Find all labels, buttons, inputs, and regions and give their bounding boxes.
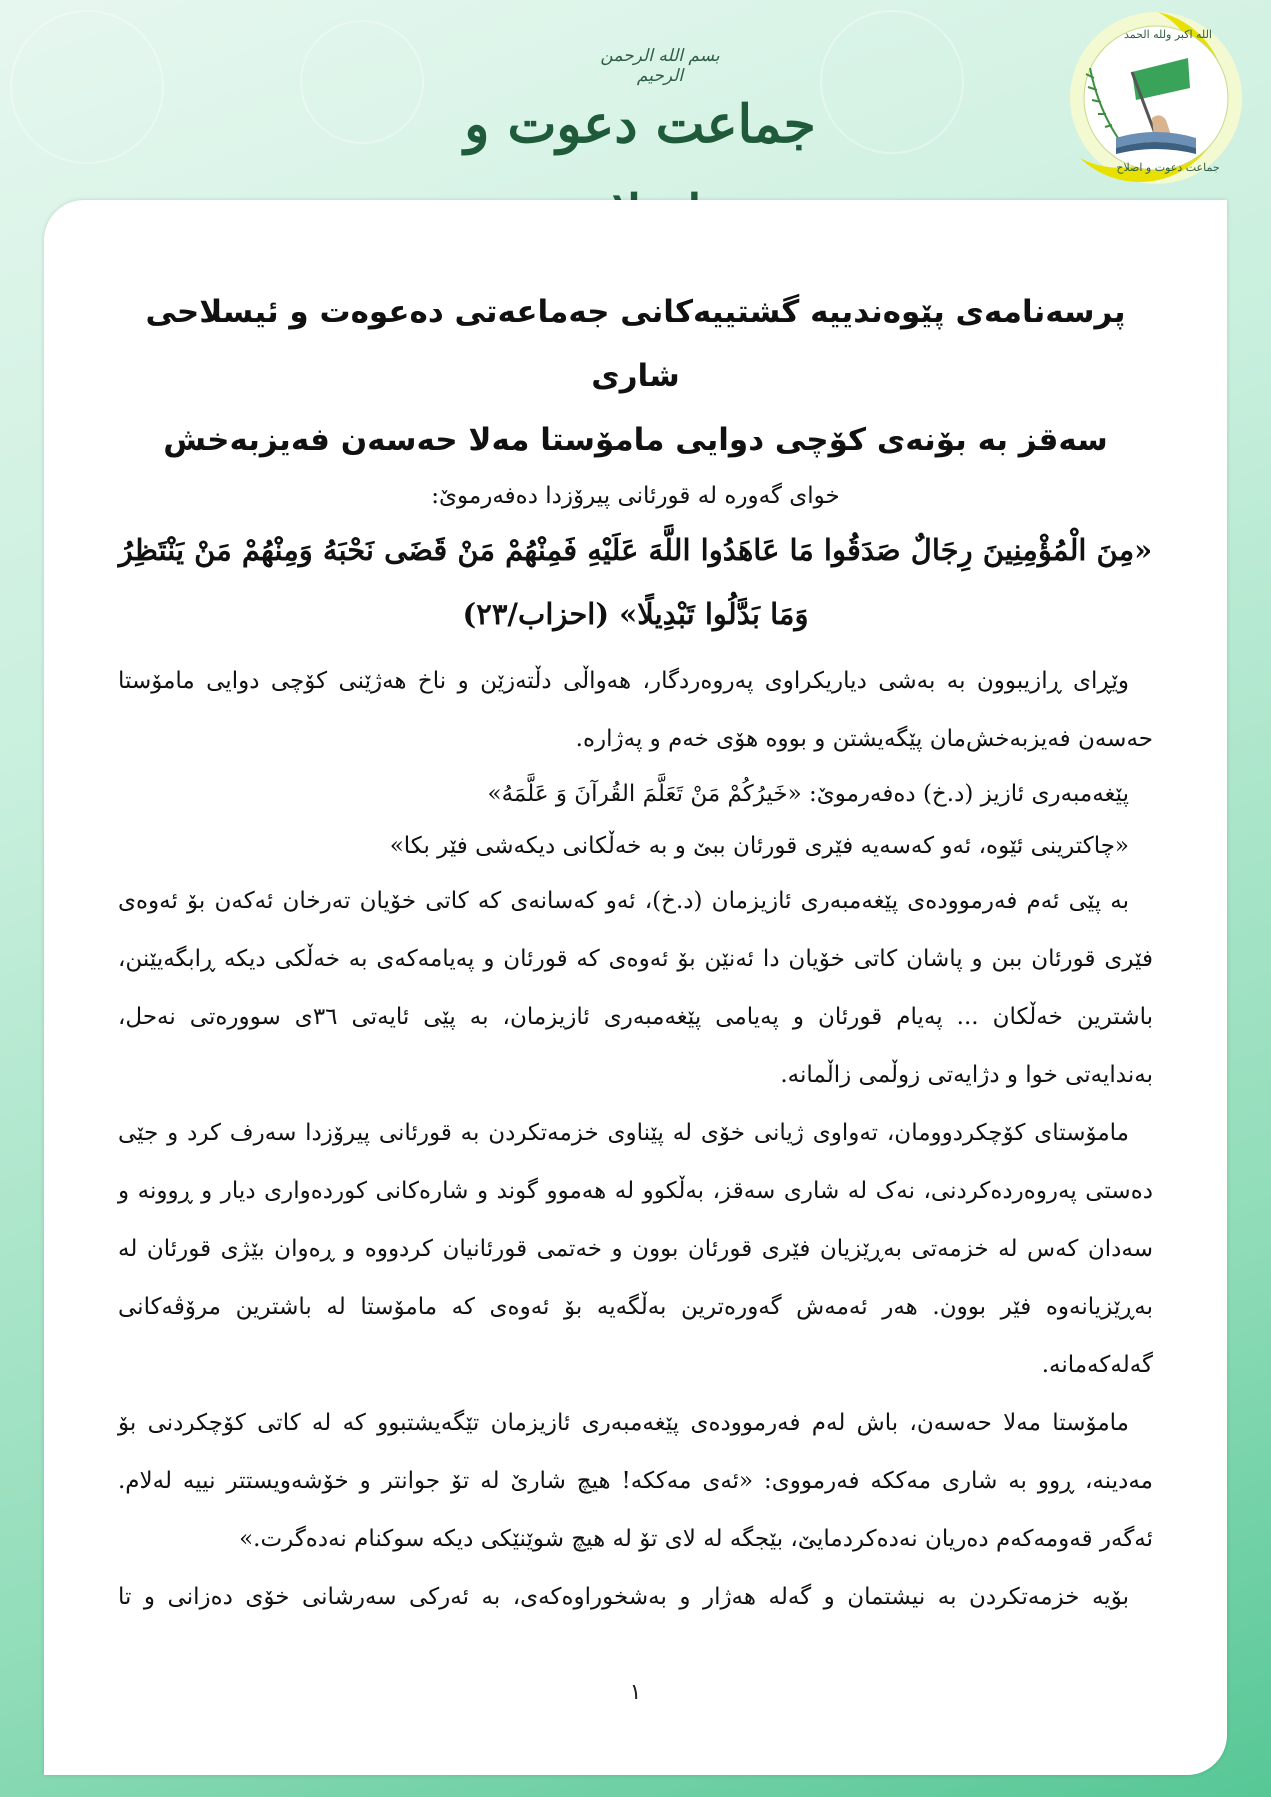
- quran-intro: خوای گەورە لە قورئانی پیرۆزدا دەفەرموێ:: [431, 483, 840, 509]
- title-line-1: پرسەنامەی پێوەندییە گشتییەکانی جەماعەتی دەعوەت و ئیسلاحی شاری: [145, 294, 1126, 394]
- document-body: [118, 280, 1153, 1626]
- paragraph-1: وێڕای ڕازیبوون بە بەشی دیاریکراوی پەروەردگار، هەواڵی دڵتەزێن و ناخ هەژێنی کۆچی دوایی مامۆستا حەسەن فەیزبەخش‌مان پێگەیشتن و بووە هۆی خەم و پەژارە.: [118, 668, 1153, 752]
- document-title: [118, 280, 1153, 472]
- title-line-2: سەقز بە بۆنەی کۆچی دوایی مامۆستا مەلا حەسەن فەیزبەخش: [163, 422, 1108, 458]
- organization-logo-icon: [1068, 8, 1244, 188]
- paragraph-3: مامۆستای کۆچکردوومان، تەواوی ژیانی خۆی لە پێناوی خزمەتکردن بە قورئانی پیرۆزدا سەرف کرد و جێی دەستی پەروەردەکردنی، نەک لە شاری سەقز، بەڵکوو لە هەموو گوند و شارەکانی کوردەواری دیار و ڕوونە و سەدان کەس لە خزمەتی بەڕێزیان فێری قورئان بوون و خەتمی قورئانیان کردووە و ڕەوان بێژی قورئان لە بەڕێزیانەوە فێر بوون. هەر ئەمەش گەورەترین بەڵگەیە بۆ ئەوەی کە مامۆستا لە باشترین مرۆڤەکانی گەلەکەمانە.: [118, 1120, 1153, 1378]
- background-ornament: [300, 20, 424, 144]
- paragraph-2: بە پێی ئەم فەرموودەی پێغەمبەری ئازیزمان (د.خ)، ئەو کەسانەی کە کاتی خۆیان تەرخان ئەکەن بۆ ئەوەی فێری قورئان ببن و پاشان کاتی خۆیان دا ئەنێن بۆ ئەوەی کە قورئان و پەیامەکەی بە خەڵکی دیکە ڕابگەیێنن، باشترین خەڵکان ... پەیام قورئان و پەیامی پێغەمبەری ئازیزمان، بە پێی ئایەتی ٣٦ی سوورەتی نەحل، بەندایەتی خوا و دژایەتی زوڵمی زاڵمانە.: [118, 888, 1154, 1088]
- logo-bottom-text: جماعت دعوت و اصلاح: [1116, 161, 1220, 174]
- paragraph-4: مامۆستا مەلا حەسەن، باش لەم فەرموودەی پێغەمبەری ئازیزمان تێگەیشتبوو کە لە کاتی کۆچکردنی بۆ مەدینە، ڕوو بە شاری مەککە فەرمووی: «ئەی مەککە! هیچ شارێ لە تۆ جوانتر و خۆشەویستتر نییە لەلام. ئەگەر قەومەکەم دەریان نەدەکردمایێ، بێجگە لە لای تۆ لە هیچ شوێنێکی دیکە سوکنام نەدەگرت.»: [118, 1410, 1153, 1552]
- background-ornament: [10, 10, 164, 164]
- page-number: ١: [629, 1680, 642, 1705]
- background-ornament: [820, 10, 964, 154]
- basmala-calligraphy: بسم الله الرحمن الرحيم: [600, 46, 720, 86]
- logo-top-text: الله اکبر ولله الحمد: [1124, 28, 1212, 41]
- hadith-quote: پێغەمبەری ئازیز (د.خ) دەفەرموێ: «خَیرُکُمْ مَنْ تَعَلَّمَ القُرآنَ وَ عَلَّمَهُ»: [487, 781, 1129, 807]
- paragraph-5: بۆیە خزمەتکردن بە نیشتمان و گەلە هەژار و بەشخوراوەکەی، بە ئەرکی سەرشانی خۆی دەزانی و تا: [118, 1584, 1129, 1610]
- organization-name-calligraphy: جماعت دعوت و: [464, 94, 816, 155]
- quran-verse: «مِنَ الْمُؤْمِنِينَ رِجَالٌ صَدَقُوا مَا عَاهَدُوا اللَّهَ عَلَيْهِ فَمِنْهُمْ مَنْ قَضَى نَحْبَهُ وَمِنْهُمْ مَنْ يَنْتَظِرُ وَمَا بَدَّلُوا تَبْدِيلًا» (احزاب/۲۳): [118, 533, 1153, 631]
- hadith-translation: «چاکترینی ئێوە، ئەو کەسەیە فێری قورئان ببێ و بە خەڵکانی دیکەشی فێر بکا»: [389, 833, 1129, 859]
- page-header: [0, 0, 1271, 200]
